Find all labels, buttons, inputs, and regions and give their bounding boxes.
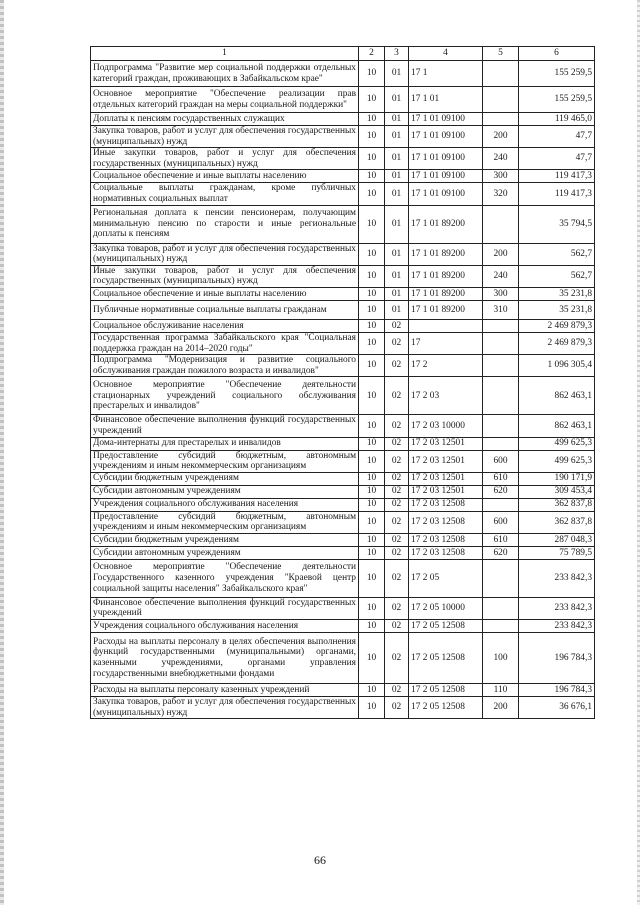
target-article-code: 17 2 03 12501 xyxy=(409,450,483,472)
item-name: Социальные выплаты гражданам, кроме публичных нормативных социальных выплат xyxy=(91,183,359,205)
expense-type-code xyxy=(483,437,519,450)
target-article-code: 17 2 03 12501 xyxy=(409,437,483,450)
target-article-code xyxy=(409,319,483,332)
amount: 155 259,5 xyxy=(519,87,595,113)
table-row xyxy=(91,243,595,265)
expense-type-code xyxy=(483,597,519,619)
subsection-code: 02 xyxy=(385,355,409,377)
table-row xyxy=(91,205,595,243)
table-row xyxy=(91,498,595,511)
target-article-code: 17 2 05 12508 xyxy=(409,633,483,684)
amount: 499 625,3 xyxy=(519,450,595,472)
table-row xyxy=(91,633,595,684)
section-code: 10 xyxy=(359,684,385,697)
target-article-code: 17 1 01 89200 xyxy=(409,205,483,243)
subsection-code: 02 xyxy=(385,437,409,450)
subsection-code: 01 xyxy=(385,113,409,126)
item-name: Закупка товаров, работ и услуг для обеспечения государственных (муниципальных) нужд xyxy=(91,243,359,265)
section-code: 10 xyxy=(359,319,385,332)
subsection-code: 01 xyxy=(385,300,409,319)
section-code: 10 xyxy=(359,450,385,472)
amount: 499 625,3 xyxy=(519,437,595,450)
amount: 35 794,5 xyxy=(519,205,595,243)
expense-type-code xyxy=(483,377,519,415)
section-code: 10 xyxy=(359,113,385,126)
subsection-code: 01 xyxy=(385,61,409,87)
header-cell: 1 xyxy=(91,47,359,61)
table-row xyxy=(91,415,595,437)
target-article-code: 17 2 03 xyxy=(409,377,483,415)
table-row xyxy=(91,113,595,126)
subsection-code: 01 xyxy=(385,287,409,300)
amount: 119 465,0 xyxy=(519,113,595,126)
item-name: Учреждения социального обслуживания населения xyxy=(91,498,359,511)
table-row xyxy=(91,300,595,319)
target-article-code: 17 2 03 12508 xyxy=(409,533,483,546)
expense-type-code: 200 xyxy=(483,697,519,719)
expense-type-code: 320 xyxy=(483,183,519,205)
expense-type-code: 310 xyxy=(483,300,519,319)
item-name: Закупка товаров, работ и услуг для обеспечения государственных (муниципальных) нужд xyxy=(91,126,359,148)
section-code: 10 xyxy=(359,511,385,533)
table-row xyxy=(91,450,595,472)
table-row xyxy=(91,377,595,415)
subsection-code: 02 xyxy=(385,546,409,559)
subsection-code: 02 xyxy=(385,620,409,633)
table-row xyxy=(91,697,595,719)
table-row xyxy=(91,265,595,287)
item-name: Учреждения социального обслуживания населения xyxy=(91,620,359,633)
header-cell: 3 xyxy=(385,47,409,61)
target-article-code: 17 1 01 89200 xyxy=(409,265,483,287)
amount: 862 463,1 xyxy=(519,377,595,415)
item-name: Субсидии бюджетным учреждениям xyxy=(91,472,359,485)
table-row xyxy=(91,485,595,498)
section-code: 10 xyxy=(359,183,385,205)
item-name: Основное мероприятие "Обеспечение реализации прав отдельных категорий граждан на меры социальной поддержки" xyxy=(91,87,359,113)
target-article-code: 17 2 03 10000 xyxy=(409,415,483,437)
section-code: 10 xyxy=(359,697,385,719)
subsection-code: 01 xyxy=(385,148,409,170)
amount: 190 171,9 xyxy=(519,472,595,485)
scan-edge-left xyxy=(0,0,4,905)
section-code: 10 xyxy=(359,546,385,559)
item-name: Дома-интернаты для престарелых и инвалидов xyxy=(91,437,359,450)
header-cell: 4 xyxy=(409,47,483,61)
item-name: Иные закупки товаров, работ и услуг для обеспечения государственных (муниципальных) нужд xyxy=(91,265,359,287)
section-code: 10 xyxy=(359,355,385,377)
amount: 1 096 305,4 xyxy=(519,355,595,377)
subsection-code: 02 xyxy=(385,498,409,511)
target-article-code: 17 2 03 12501 xyxy=(409,472,483,485)
target-article-code: 17 2 05 12508 xyxy=(409,620,483,633)
item-name: Финансовое обеспечение выполнения функций государственных учреждений xyxy=(91,415,359,437)
table-row xyxy=(91,148,595,170)
section-code: 10 xyxy=(359,300,385,319)
amount: 233 842,3 xyxy=(519,597,595,619)
section-code: 10 xyxy=(359,559,385,597)
target-article-code: 17 2 05 xyxy=(409,559,483,597)
item-name: Основное мероприятие "Обеспечение деятельности стационарных учреждений социального обслуживания престарелых и инвалидов" xyxy=(91,377,359,415)
amount: 287 048,3 xyxy=(519,533,595,546)
subsection-code: 02 xyxy=(385,450,409,472)
target-article-code: 17 2 03 12501 xyxy=(409,485,483,498)
expense-type-code: 200 xyxy=(483,243,519,265)
section-code: 10 xyxy=(359,377,385,415)
expense-type-code: 300 xyxy=(483,287,519,300)
section-code: 10 xyxy=(359,498,385,511)
target-article-code: 17 xyxy=(409,332,483,354)
subsection-code: 02 xyxy=(385,559,409,597)
section-code: 10 xyxy=(359,472,385,485)
table-row xyxy=(91,597,595,619)
amount: 562,7 xyxy=(519,243,595,265)
amount: 2 469 879,3 xyxy=(519,319,595,332)
target-article-code: 17 2 05 12508 xyxy=(409,697,483,719)
section-code: 10 xyxy=(359,61,385,87)
expense-type-code xyxy=(483,355,519,377)
expense-type-code: 110 xyxy=(483,684,519,697)
amount: 47,7 xyxy=(519,148,595,170)
expense-type-code xyxy=(483,559,519,597)
target-article-code: 17 2 05 12508 xyxy=(409,684,483,697)
amount: 862 463,1 xyxy=(519,415,595,437)
amount: 75 789,5 xyxy=(519,546,595,559)
section-code: 10 xyxy=(359,597,385,619)
subsection-code: 02 xyxy=(385,511,409,533)
expense-type-code xyxy=(483,113,519,126)
subsection-code: 01 xyxy=(385,87,409,113)
subsection-code: 01 xyxy=(385,170,409,183)
item-name: Расходы на выплаты персоналу в целях обеспечения выполнения функций государственными (муниципальными) органами, казенными учреждениями, органами управления государственными внебюджетными фондами xyxy=(91,633,359,684)
table-row xyxy=(91,126,595,148)
header-cell: 2 xyxy=(359,47,385,61)
target-article-code: 17 1 01 89200 xyxy=(409,243,483,265)
section-code: 10 xyxy=(359,287,385,300)
expense-type-code: 620 xyxy=(483,546,519,559)
expense-type-code: 620 xyxy=(483,485,519,498)
target-article-code: 17 1 01 09100 xyxy=(409,148,483,170)
amount: 309 453,4 xyxy=(519,485,595,498)
item-name: Региональная доплата к пенсии пенсионерам, получающим минимальную пенсию по старости и иные региональные доплаты к пенсиям xyxy=(91,205,359,243)
header-cell: 5 xyxy=(483,47,519,61)
subsection-code: 02 xyxy=(385,377,409,415)
subsection-code: 01 xyxy=(385,205,409,243)
table-header-row xyxy=(91,47,595,61)
table-row xyxy=(91,546,595,559)
table-row xyxy=(91,511,595,533)
section-code: 10 xyxy=(359,126,385,148)
table-row xyxy=(91,170,595,183)
amount: 196 784,3 xyxy=(519,684,595,697)
table-row xyxy=(91,61,595,87)
header-cell: 6 xyxy=(519,47,595,61)
target-article-code: 17 2 03 12508 xyxy=(409,511,483,533)
table-row xyxy=(91,620,595,633)
subsection-code: 02 xyxy=(385,684,409,697)
amount: 233 842,3 xyxy=(519,620,595,633)
amount: 233 842,3 xyxy=(519,559,595,597)
expense-type-code xyxy=(483,205,519,243)
section-code: 10 xyxy=(359,415,385,437)
subsection-code: 02 xyxy=(385,533,409,546)
subsection-code: 02 xyxy=(385,332,409,354)
expense-type-code: 610 xyxy=(483,533,519,546)
target-article-code: 17 2 03 12508 xyxy=(409,546,483,559)
expense-type-code xyxy=(483,498,519,511)
section-code: 10 xyxy=(359,205,385,243)
expense-type-code xyxy=(483,415,519,437)
table-row xyxy=(91,319,595,332)
item-name: Основное мероприятие "Обеспечение деятельности Государственного казенного учреждения "Краевой центр социальной защиты населения" Забайкальского края" xyxy=(91,559,359,597)
item-name: Социальное обеспечение и иные выплаты населению xyxy=(91,170,359,183)
table-row xyxy=(91,472,595,485)
expense-type-code: 600 xyxy=(483,511,519,533)
subsection-code: 02 xyxy=(385,485,409,498)
amount: 196 784,3 xyxy=(519,633,595,684)
item-name: Финансовое обеспечение выполнения функций государственных учреждений xyxy=(91,597,359,619)
expense-type-code xyxy=(483,620,519,633)
subsection-code: 02 xyxy=(385,697,409,719)
amount: 2 469 879,3 xyxy=(519,332,595,354)
amount: 119 417,3 xyxy=(519,170,595,183)
target-article-code: 17 2 03 12508 xyxy=(409,498,483,511)
item-name: Предоставление субсидий бюджетным, автономным учреждениям и иным некоммерческим организациям xyxy=(91,511,359,533)
table-row xyxy=(91,287,595,300)
subsection-code: 01 xyxy=(385,183,409,205)
subsection-code: 02 xyxy=(385,415,409,437)
expense-type-code: 240 xyxy=(483,148,519,170)
amount: 35 231,8 xyxy=(519,300,595,319)
expense-type-code: 300 xyxy=(483,170,519,183)
budget-table xyxy=(90,46,595,719)
expense-type-code xyxy=(483,319,519,332)
section-code: 10 xyxy=(359,170,385,183)
table-row xyxy=(91,684,595,697)
target-article-code: 17 1 01 89200 xyxy=(409,287,483,300)
expense-type-code xyxy=(483,87,519,113)
expense-type-code: 600 xyxy=(483,450,519,472)
subsection-code: 02 xyxy=(385,319,409,332)
item-name: Доплаты к пенсиям государственных служащих xyxy=(91,113,359,126)
section-code: 10 xyxy=(359,437,385,450)
amount: 362 837,8 xyxy=(519,498,595,511)
item-name: Субсидии бюджетным учреждениям xyxy=(91,533,359,546)
expense-type-code: 100 xyxy=(483,633,519,684)
target-article-code: 17 1 01 xyxy=(409,87,483,113)
target-article-code: 17 2 05 10000 xyxy=(409,597,483,619)
section-code: 10 xyxy=(359,243,385,265)
subsection-code: 01 xyxy=(385,265,409,287)
expense-type-code: 240 xyxy=(483,265,519,287)
section-code: 10 xyxy=(359,485,385,498)
subsection-code: 01 xyxy=(385,243,409,265)
target-article-code: 17 1 xyxy=(409,61,483,87)
expense-type-code: 200 xyxy=(483,126,519,148)
target-article-code: 17 2 xyxy=(409,355,483,377)
subsection-code: 01 xyxy=(385,126,409,148)
expense-type-code xyxy=(483,332,519,354)
table-row xyxy=(91,437,595,450)
item-name: Социальное обслуживание населения xyxy=(91,319,359,332)
item-name: Подпрограмма "Модернизация и развитие социального обслуживания граждан пожилого возраста и инвалидов" xyxy=(91,355,359,377)
item-name: Субсидии автономным учреждениям xyxy=(91,546,359,559)
amount: 119 417,3 xyxy=(519,183,595,205)
section-code: 10 xyxy=(359,148,385,170)
table-row xyxy=(91,87,595,113)
item-name: Закупка товаров, работ и услуг для обеспечения государственных (муниципальных) нужд xyxy=(91,697,359,719)
amount: 362 837,8 xyxy=(519,511,595,533)
table-row xyxy=(91,355,595,377)
table-row xyxy=(91,533,595,546)
table-row xyxy=(91,559,595,597)
expense-type-code xyxy=(483,61,519,87)
section-code: 10 xyxy=(359,87,385,113)
table-row xyxy=(91,332,595,354)
item-name: Социальное обеспечение и иные выплаты населению xyxy=(91,287,359,300)
amount: 562,7 xyxy=(519,265,595,287)
item-name: Предоставление субсидий бюджетным, автономным учреждениям и иным некоммерческим организациям xyxy=(91,450,359,472)
subsection-code: 02 xyxy=(385,597,409,619)
section-code: 10 xyxy=(359,265,385,287)
table-row xyxy=(91,183,595,205)
section-code: 10 xyxy=(359,633,385,684)
expense-type-code: 610 xyxy=(483,472,519,485)
item-name: Публичные нормативные социальные выплаты гражданам xyxy=(91,300,359,319)
section-code: 10 xyxy=(359,332,385,354)
item-name: Иные закупки товаров, работ и услуг для обеспечения государственных (муниципальных) нужд xyxy=(91,148,359,170)
target-article-code: 17 1 01 89200 xyxy=(409,300,483,319)
item-name: Субсидии автономным учреждениям xyxy=(91,485,359,498)
section-code: 10 xyxy=(359,620,385,633)
target-article-code: 17 1 01 09100 xyxy=(409,113,483,126)
amount: 155 259,5 xyxy=(519,61,595,87)
target-article-code: 17 1 01 09100 xyxy=(409,183,483,205)
section-code: 10 xyxy=(359,533,385,546)
target-article-code: 17 1 01 09100 xyxy=(409,170,483,183)
page-number: 66 xyxy=(314,853,326,867)
subsection-code: 02 xyxy=(385,633,409,684)
target-article-code: 17 1 01 09100 xyxy=(409,126,483,148)
subsection-code: 02 xyxy=(385,472,409,485)
amount: 47,7 xyxy=(519,126,595,148)
item-name: Расходы на выплаты персоналу казенных учреждений xyxy=(91,684,359,697)
item-name: Государственная программа Забайкальского края "Социальная поддержка граждан на 2014–2020 годы" xyxy=(91,332,359,354)
item-name: Подпрограмма "Развитие мер социальной поддержки отдельных категорий граждан, проживающих в Забайкальском крае" xyxy=(91,61,359,87)
amount: 36 676,1 xyxy=(519,697,595,719)
amount: 35 231,8 xyxy=(519,287,595,300)
